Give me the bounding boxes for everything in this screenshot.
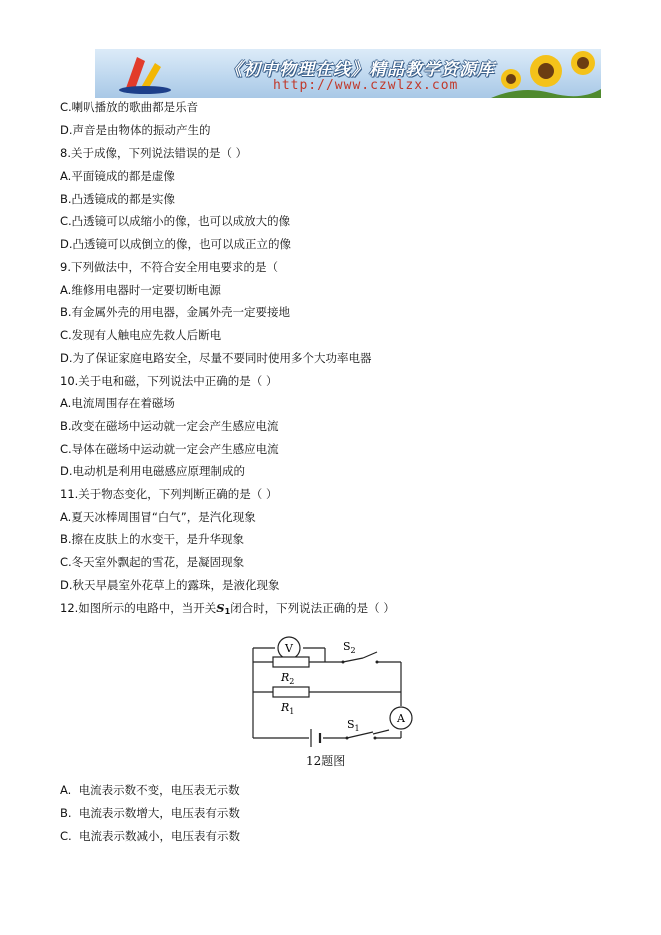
option-c-q9: C.发现有人触电应先救人后断电 — [60, 328, 222, 342]
option-d-q10: D.电动机是利用电磁感应原理制成的 — [60, 464, 246, 478]
header-banner — [95, 49, 601, 98]
option-c-q8: C.凸透镜可以成缩小的像，也可以成放大的像 — [60, 214, 291, 228]
answer-b — [60, 806, 240, 820]
voltmeter-label: V — [285, 642, 293, 655]
s2-label: $S_2$ — [343, 640, 356, 655]
resistor-r2 — [273, 657, 309, 667]
option-d-q8: D.凸透镜可以成倒立的像，也可以成正立的像 — [60, 237, 292, 251]
banner-title: 《初中物理在线》精品教学资源库 — [225, 60, 495, 80]
option-b-q10: B.改变在磁场中运动就一定会产生感应电流 — [60, 419, 279, 433]
question-11: 11.关于物态变化，下列判断正确的是（ ） — [60, 487, 278, 501]
option-b-q9: B.有金属外壳的用电器，金属外壳一定要接地 — [60, 305, 291, 319]
question-9: 9.下列做法中，不符合安全用电要求的是（ — [60, 260, 278, 274]
s1-label: $S_1$ — [347, 718, 360, 733]
ammeter-label: A — [397, 712, 405, 725]
switch-s1-sub: 1 — [224, 607, 231, 616]
answer-b-label: B. — [60, 806, 72, 820]
sunflower-icon — [491, 49, 601, 98]
option-d-q9: D.为了保证家庭电路安全，尽量不要同时使用多个大功率电器 — [60, 351, 372, 365]
option-c-q7: C.喇叭播放的歌曲都是乐音 — [60, 100, 199, 114]
answer-c-label: C. — [60, 829, 72, 843]
option-d-q11: D.秋天早晨室外花草上的露珠，是液化现象 — [60, 578, 280, 592]
option-c-q10: C.导体在磁场中运动就一定会产生感应电流 — [60, 442, 279, 456]
option-a-q9: A.维修用电器时一定要切断电源 — [60, 283, 221, 297]
r1-label: $R_1$ — [281, 701, 295, 716]
option-a-q11: A.夏天冰棒周围冒“白气”，是汽化现象 — [60, 510, 256, 524]
banner-url: http://www.czwlzx.com — [273, 78, 459, 93]
answer-a-label: A. — [60, 783, 72, 797]
answer-b-text: 电流表示数增大，电压表有示数 — [78, 806, 240, 820]
question-12-prefix: 12.如图所示的电路中，当开关 — [60, 601, 217, 615]
question-12 — [60, 601, 395, 619]
logo-icon — [115, 53, 175, 95]
option-b-q11: B.擦在皮肤上的水变干，是升华现象 — [60, 532, 245, 546]
option-d-q7: D.声音是由物体的振动产生的 — [60, 123, 211, 137]
option-c-q11: C.冬天室外飘起的雪花，是凝固现象 — [60, 555, 245, 569]
option-b-q8: B.凸透镜成的都是实像 — [60, 192, 176, 206]
question-12-suffix: 闭合时，下列说法正确的是（ ） — [230, 601, 395, 615]
option-a-q8: A.平面镜成的都是虚像 — [60, 169, 175, 183]
answer-a — [60, 783, 240, 797]
resistor-r1 — [273, 687, 309, 697]
option-a-q10: A.电流周围存在着磁场 — [60, 396, 175, 410]
question-10: 10.关于电和磁，下列说法中正确的是（ ） — [60, 374, 278, 388]
question-8: 8.关于成像，下列说法错误的是（ ） — [60, 146, 248, 160]
figure-caption: 12题图 — [306, 754, 346, 768]
answer-c — [60, 829, 240, 843]
r2-label: $R_2$ — [281, 671, 295, 686]
answer-c-text: 电流表示数减小，电压表有示数 — [79, 829, 240, 843]
answer-a-text: 电流表示数不变，电压表无示数 — [78, 783, 240, 797]
switch-s1-letter: S — [216, 601, 225, 615]
